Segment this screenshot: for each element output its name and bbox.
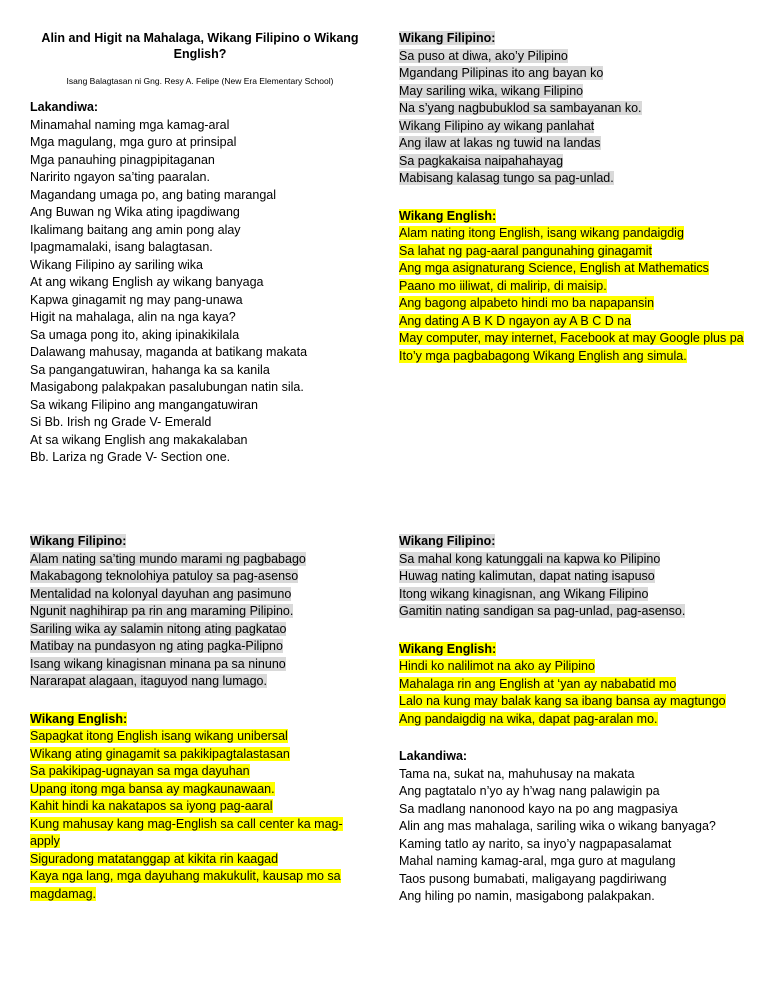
verse-line: Wikang Filipino ay wikang panlahat — [399, 118, 595, 133]
verse-line: Mga magulang, mga guro at prinsipal — [30, 135, 237, 149]
verse-line: Ngunit naghihirap pa rin ang maraming Pilipino. — [30, 604, 294, 618]
verse-line: Alam nating sa’ting mundo marami ng pagbabago — [30, 551, 306, 566]
section-wikang-filipino-1 — [399, 30, 744, 188]
verse-line: Sa wikang Filipino ang mangangatuwiran — [30, 397, 258, 412]
section-heading: Wikang Filipino: — [399, 31, 496, 45]
section-wikang-filipino-2 — [30, 533, 365, 691]
verse-line: Masigabong palakpakan pasalubungan natin sila. — [30, 380, 304, 394]
verse-line: Kung mahusay kang mag-English sa call center ka mag-apply — [30, 816, 343, 848]
verse-line: Sa pakikipag-ugnayan sa mga dayuhan — [30, 764, 250, 778]
section-heading: Wikang English: — [399, 208, 497, 223]
section-heading: Lakandiwa: — [399, 749, 468, 763]
verse-line: Siguradong matatanggap at kikita rin kaagad — [30, 851, 279, 866]
verse-line: Lalo na kung may balak kang sa ibang bansa ay magtungo — [399, 694, 726, 708]
verse-line: Mabisang kalasag tungo sa pag-unlad. — [399, 171, 614, 185]
verse-line: Itong wikang kinagisnan, ang Wikang Filipino — [399, 586, 649, 601]
verse-line: Sa madlang nanonood kayo na po ang magpasiya — [399, 801, 678, 816]
verse-line: At ang wikang English ay wikang banyaga — [30, 275, 264, 289]
verse-line: Tama na, sukat na, mahuhusay na makata — [399, 766, 635, 781]
document-title: Alin and Higit na Mahalaga, Wikang Filipino o Wikang English? — [41, 31, 359, 61]
verse-line: Sa lahat ng pag-aaral pangunahing ginagamit — [399, 243, 652, 258]
verse-lines — [399, 766, 744, 906]
section-heading: Lakandiwa: — [30, 100, 99, 114]
verse-line: Dalawang mahusay, maganda at batikang makata — [30, 345, 308, 359]
block-top-right — [399, 30, 744, 385]
verse-line: Minamahal naming mga kamag-aral — [30, 117, 230, 132]
verse-line: Huwag nating kalimutan, dapat nating isapuso — [399, 569, 655, 583]
verse-lines — [30, 728, 365, 903]
verse-line: Na s’yang nagbubuklod sa sambayanan ko. — [399, 101, 642, 115]
verse-line: Sa mahal kong katunggali na kapwa ko Pilipino — [399, 551, 661, 566]
verse-line: Nararapat alagaan, itaguyod nang lumago. — [30, 674, 267, 688]
verse-line: Sariling wika ay salamin nitong ating pagkatao — [30, 621, 287, 636]
section-wikang-english-1 — [399, 208, 744, 366]
verse-line: Ito’y mga pagbabagong Wikang English ang simula. — [399, 348, 687, 363]
verse-lines — [30, 117, 370, 467]
document-subtitle: Isang Balagtasan ni Gng. Resy A. Felipe (New Era Elementary School) — [66, 76, 334, 86]
verse-lines — [30, 551, 365, 691]
verse-line: Ang dating A B K D ngayon ay A B C D na — [399, 313, 632, 328]
verse-line: Kapwa ginagamit ng may pang-unawa — [30, 292, 243, 307]
section-heading: Wikang Filipino: — [399, 534, 496, 548]
verse-line: Sapagkat itong English isang wikang unibersal — [30, 729, 288, 743]
verse-lines — [399, 225, 744, 365]
verse-line: Matibay na pundasyon ng ating pagka-Pilipno — [30, 639, 283, 653]
verse-line: Ang pandaigdig na wika, dapat pag-aralan mo. — [399, 711, 658, 726]
verse-line: Kahit hindi ka nakatapos sa iyong pag-aaral — [30, 799, 273, 813]
verse-line: Ang pagtatalo n’yo ay h’wag nang palawigin pa — [399, 784, 660, 798]
verse-line: Bb. Lariza ng Grade V- Section one. — [30, 450, 231, 464]
verse-line: Taos pusong bumabati, maligayang pagdiriwang — [399, 871, 667, 886]
verse-lines — [399, 658, 744, 728]
verse-line: Upang itong mga bansa ay magkaunawaan. — [30, 781, 275, 796]
block-bottom-left — [30, 533, 365, 923]
verse-line: Alam nating itong English, isang wikang pandaigdig — [399, 226, 684, 240]
section-lakandiwa-closing — [399, 748, 744, 906]
verse-line: Ang mga asignaturang Science, English at Mathematics — [399, 261, 709, 275]
verse-line: Makabagong teknolohiya patuloy sa pag-asenso — [30, 569, 299, 583]
verse-line: May computer, may internet, Facebook at may Google plus pa — [399, 331, 744, 345]
section-wikang-english-2 — [30, 711, 365, 904]
verse-line: Ipagmamalaki, isang balagtasan. — [30, 240, 213, 254]
section-wikang-filipino-3 — [399, 533, 744, 621]
verse-line: Mahal naming kamag-aral, mga guro at magulang — [399, 854, 676, 868]
verse-line: Mgandang Pilipinas ito ang bayan ko — [399, 66, 604, 80]
section-heading: Wikang English: — [30, 711, 128, 726]
verse-line: Naririto ngayon sa’ting paaralan. — [30, 170, 210, 184]
verse-line: Isang wikang kinagisnan minana pa sa ninuno — [30, 656, 286, 671]
section-heading: Wikang English: — [399, 641, 497, 656]
verse-line: Kaming tatlo ay narito, sa inyo’y nagpapasalamat — [399, 836, 672, 851]
verse-line: May sariling wika, wikang Filipino — [399, 83, 584, 98]
verse-lines — [399, 48, 744, 188]
verse-line: Ang ilaw at lakas ng tuwid na landas — [399, 136, 601, 150]
verse-line: Sa puso at diwa, ako’y Pilipino — [399, 48, 568, 63]
verse-line: Higit na mahalaga, alin na nga kaya? — [30, 310, 236, 324]
verse-line: Ang bagong alpabeto hindi mo ba napapansin — [399, 296, 655, 310]
verse-line: Ikalimang baitang ang amin pong alay — [30, 222, 241, 237]
block-top-left — [30, 30, 370, 487]
verse-line: Ang Buwan ng Wika ating ipagdiwang — [30, 205, 240, 219]
verse-line: Wikang Filipino ay sariling wika — [30, 257, 203, 272]
verse-line: Magandang umaga po, ang bating marangal — [30, 187, 277, 202]
verse-line: Paano mo iiliwat, di malirip, di maisip. — [399, 278, 607, 293]
verse-line: Wikang ating ginagamit sa pakikipagtalastasan — [30, 746, 290, 761]
verse-line: Gamitin nating sandigan sa pag-unlad, pag-asenso. — [399, 604, 686, 618]
verse-lines — [399, 551, 744, 621]
verse-line: Kaya nga lang, mga dayuhang makukulit, kausap mo sa magdamag. — [30, 869, 341, 901]
verse-line: Si Bb. Irish ng Grade V- Emerald — [30, 415, 212, 429]
section-lakandiwa-opening — [30, 99, 370, 467]
verse-line: Alin ang mas mahalaga, sariling wika o wikang banyaga? — [399, 819, 716, 833]
verse-line: Mahalaga rin ang English at ‘yan ay nababatid mo — [399, 676, 677, 691]
section-heading: Wikang Filipino: — [30, 534, 127, 548]
verse-line: Sa pagkakaisa naipahahayag — [399, 153, 564, 168]
verse-line: At sa wikang English ang makakalaban — [30, 432, 248, 447]
verse-line: Mentalidad na kolonyal dayuhan ang pasimuno — [30, 586, 292, 601]
block-bottom-right — [399, 533, 744, 926]
section-wikang-english-3 — [399, 641, 744, 729]
verse-line: Hindi ko nalilimot na ako ay Pilipino — [399, 659, 595, 673]
verse-line: Sa umaga pong ito, aking ipinakikilala — [30, 327, 240, 342]
verse-line: Ang hiling po namin, masigabong palakpakan. — [399, 889, 655, 903]
verse-line: Sa pangangatuwiran, hahanga ka sa kanila — [30, 362, 270, 377]
verse-line: Mga panauhing pinagpipitaganan — [30, 152, 215, 167]
